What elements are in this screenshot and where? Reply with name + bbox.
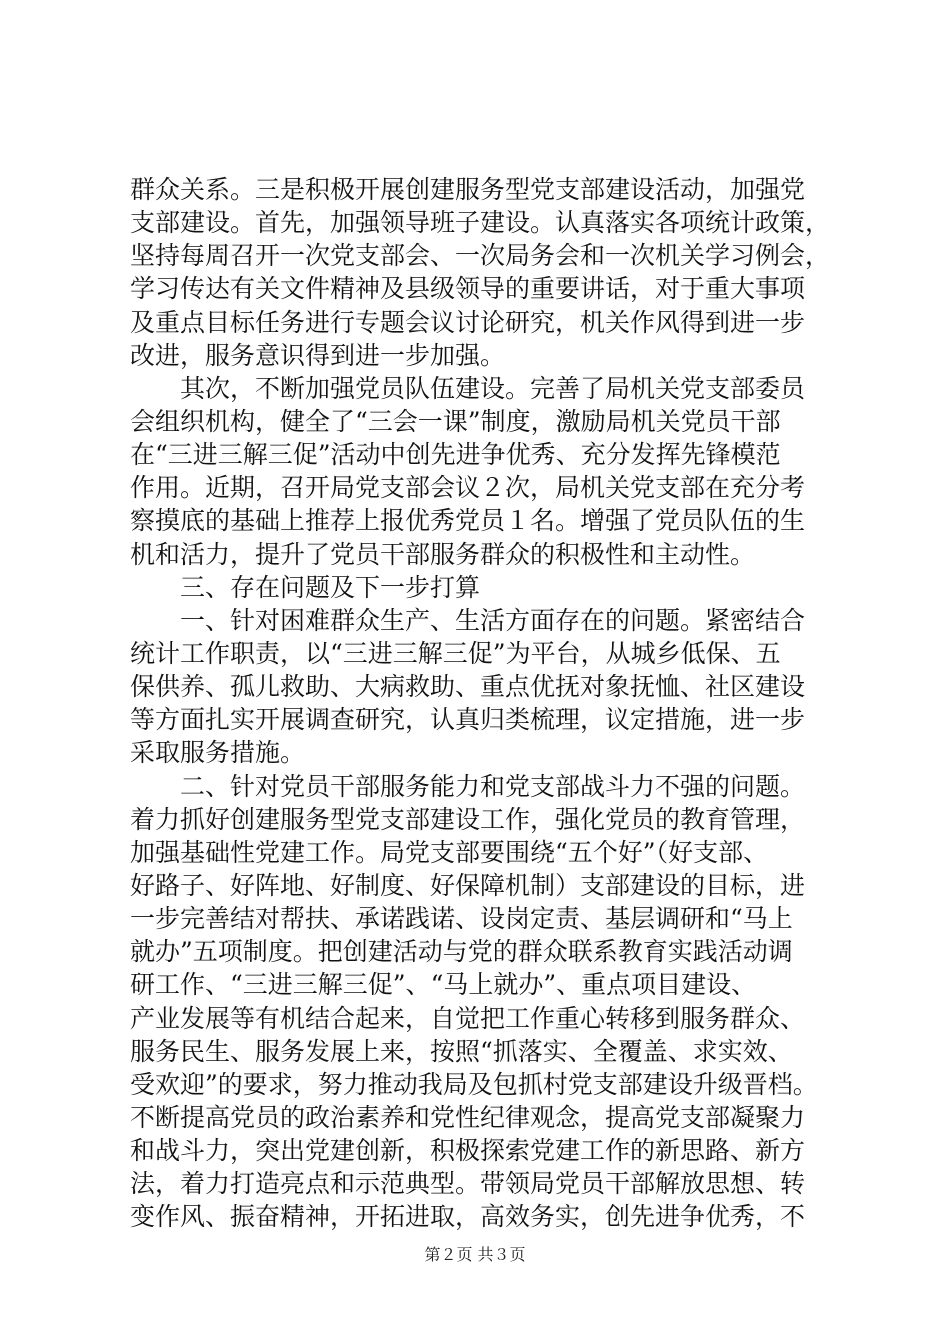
text-line: 好路子、好阵地、好制度、好保障机制）支部建设的目标，进: [130, 870, 806, 900]
document-body: [130, 173, 840, 1234]
text-line: 学习传达有关文件精神及县级领导的重要讲话，对于重大事项: [130, 274, 806, 304]
text-line: 一步完善结对帮扶、承诺践诺、设岗定责、基层调研和“马上: [130, 904, 793, 934]
text-line: 机和活力，提升了党员干部服务群众的积极性和主动性。: [130, 539, 756, 569]
text-line: 群众关系。三是积极开展创建服务型党支部建设活动，加强党: [130, 175, 806, 204]
text-line: 变作风、振奋精神，开拓进取，高效务实，创先进争优秀，不: [130, 1202, 806, 1232]
text-line: 加强基础性党建工作。局党支部要围绕“五个好”（好支部、: [130, 837, 769, 867]
text-line: 会组织机构，健全了“三会一课”制度，激励局机关党员干部: [130, 406, 781, 436]
text-line: 产业发展等有机结合起来，自觉把工作重心转移到服务群众、: [130, 1003, 806, 1033]
text-line: 和战斗力，突出党建创新，积极探索党建工作的新思路、新方: [130, 1136, 806, 1166]
text-line: 着力抓好创建服务型党支部建设工作，强化党员的教育管理，: [130, 804, 806, 834]
text-line: 服务民生、服务发展上来，按照“抓落实、全覆盖、求实效、: [130, 1036, 793, 1066]
text-line: 研工作、“三进三解三促”、“马上就办”、重点项目建设、: [130, 970, 757, 1000]
text-line: 二、针对党员干部服务能力和党支部战斗力不强的问题。: [180, 771, 806, 801]
text-line: 其次，不断加强党员队伍建设。完善了局机关党支部委员: [180, 373, 806, 403]
text-line: 作用。近期，召开局党支部会议２次，局机关党支部在充分考: [130, 473, 806, 503]
text-line: 坚持每周召开一次党支部会、一次局务会和一次机关学习例会，: [130, 241, 831, 271]
text-line: 改进，服务意识得到进一步加强。: [130, 340, 506, 370]
text-line: 不断提高党员的政治素养和党性纪律观念，提高党支部凝聚力: [130, 1102, 806, 1132]
text-line: 受欢迎”的要求，努力推动我局及包抓村党支部建设升级晋档。: [130, 1069, 818, 1099]
text-line: 统计工作职责，以“三进三解三促”为平台，从城乡低保、五: [130, 638, 781, 668]
text-line: 在“三进三解三促”活动中创先进争优秀、充分发挥先锋模范: [130, 440, 781, 470]
text-line: 三、存在问题及下一步打算: [180, 572, 481, 602]
text-line: 采取服务措施。: [130, 738, 306, 768]
text-line: 法，着力打造亮点和示范典型。带领局党员干部解放思想、转: [130, 1169, 806, 1199]
text-line: 支部建设。首先，加强领导班子建设。认真落实各项统计政策，: [130, 208, 831, 238]
text-line: 及重点目标任务进行专题会议讨论研究，机关作风得到进一步: [130, 307, 806, 337]
page-number-footer: 第２页 共３页: [424, 1245, 526, 1264]
text-line: 察摸底的基础上推荐上报优秀党员１名。增强了党员队伍的生: [130, 506, 806, 536]
text-line: 等方面扎实开展调查研究，认真归类梳理，议定措施，进一步: [130, 705, 806, 735]
text-line: 保供养、孤儿救助、大病救助、重点优抚对象抚恤、社区建设: [130, 672, 806, 702]
text-line: 一、针对困难群众生产、生活方面存在的问题。紧密结合: [180, 605, 806, 635]
text-line: 就办”五项制度。把创建活动与党的群众联系教育实践活动调: [130, 937, 793, 967]
